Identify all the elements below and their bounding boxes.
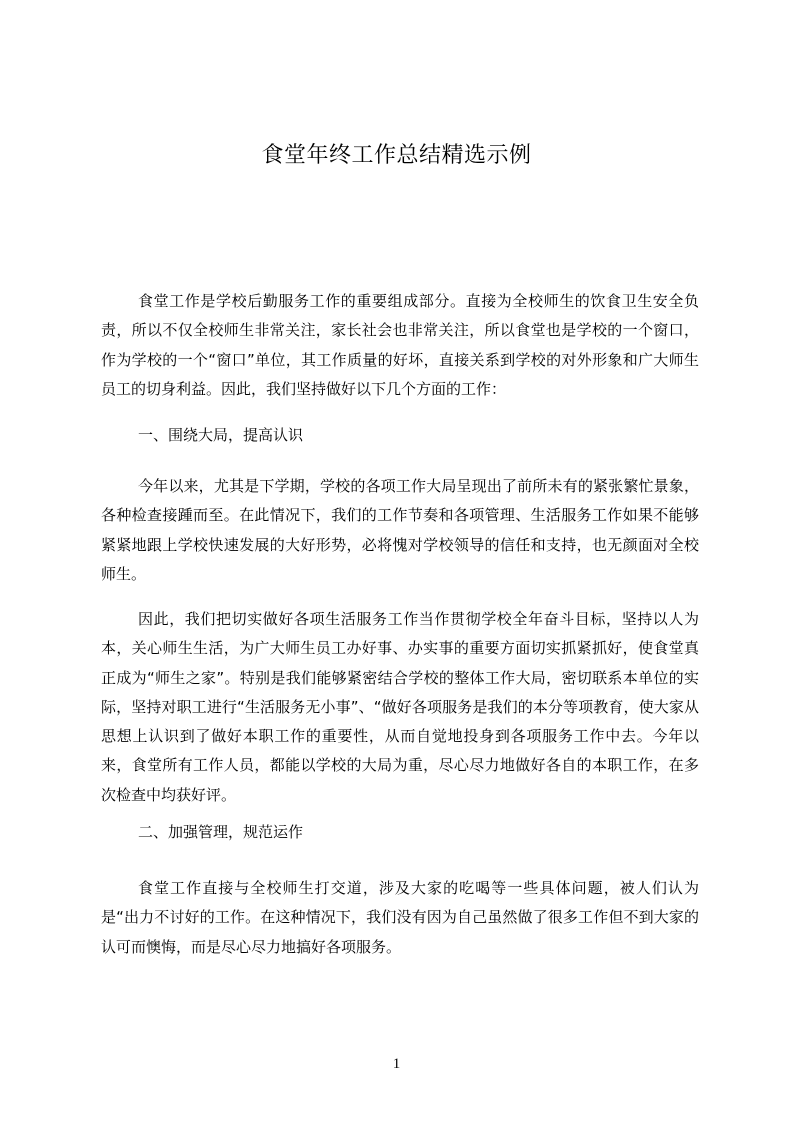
section1-paragraph-1: 今年以来，尤其是下学期，学校的各项工作大局呈现出了前所未有的紧张繁忙景象，各种检查接踵而至。在此情况下，我们的工作节奏和各项管理、生活服务工作如果不能够紧紧地跟上学校快速发展的大好形势，必将愧对学校领导的信任和支持，也无颜面对全校师生。	[101, 477, 699, 583]
section2-paragraph-1: 食堂工作直接与全校师生打交道，涉及大家的吃喝等一些具体问题，被人们认为是“出力不讨好的工作。在这种情况下，我们没有因为自己虽然做了很多工作但不到大家的认可而懊悔，而是尽心尽力地搞好各项服务。	[101, 879, 699, 956]
intro-paragraph: 食堂工作是学校后勤服务工作的重要组成部分。直接为全校师生的饮食卫生安全负责，所以不仅全校师生非常关注，家长社会也非常关注，所以食堂也是学校的一个窗口，作为学校的一个“窗口”单位，其工作质量的好坏，直接关系到学校的对外形象和广大师生员工的切身利益。因此，我们坚持做好以下几个方面的工作：	[101, 292, 699, 398]
section-heading-1: 一、围绕大局，提高认识	[138, 426, 304, 444]
page-title: 食堂年终工作总结精选示例	[261, 143, 532, 168]
section1-paragraph-2: 因此，我们把切实做好各项生活服务工作当作贯彻学校全年奋斗目标，坚持以人为本，关心师生生活，为广大师生员工办好事、办实事的重要方面切实抓紧抓好，使食堂真正成为“师生之家”。特别是我们能够紧密结合学校的整体工作大局，密切联系本单位的实际，坚持对职工进行“生活服务无小事”、“做好各项服务是我们的本分等项教育，使大家从思想上认识到了做好本职工作的重要性，从而自觉地投身到各项服务工作中去。今年以来，食堂所有工作人员，都能以学校的大局为重，尽心尽力地做好各自的本职工作，在多次检查中均获好评。	[101, 610, 699, 804]
section-heading-2: 二、加强管理，规范运作	[138, 823, 304, 841]
page-number: 1	[392, 1056, 401, 1072]
